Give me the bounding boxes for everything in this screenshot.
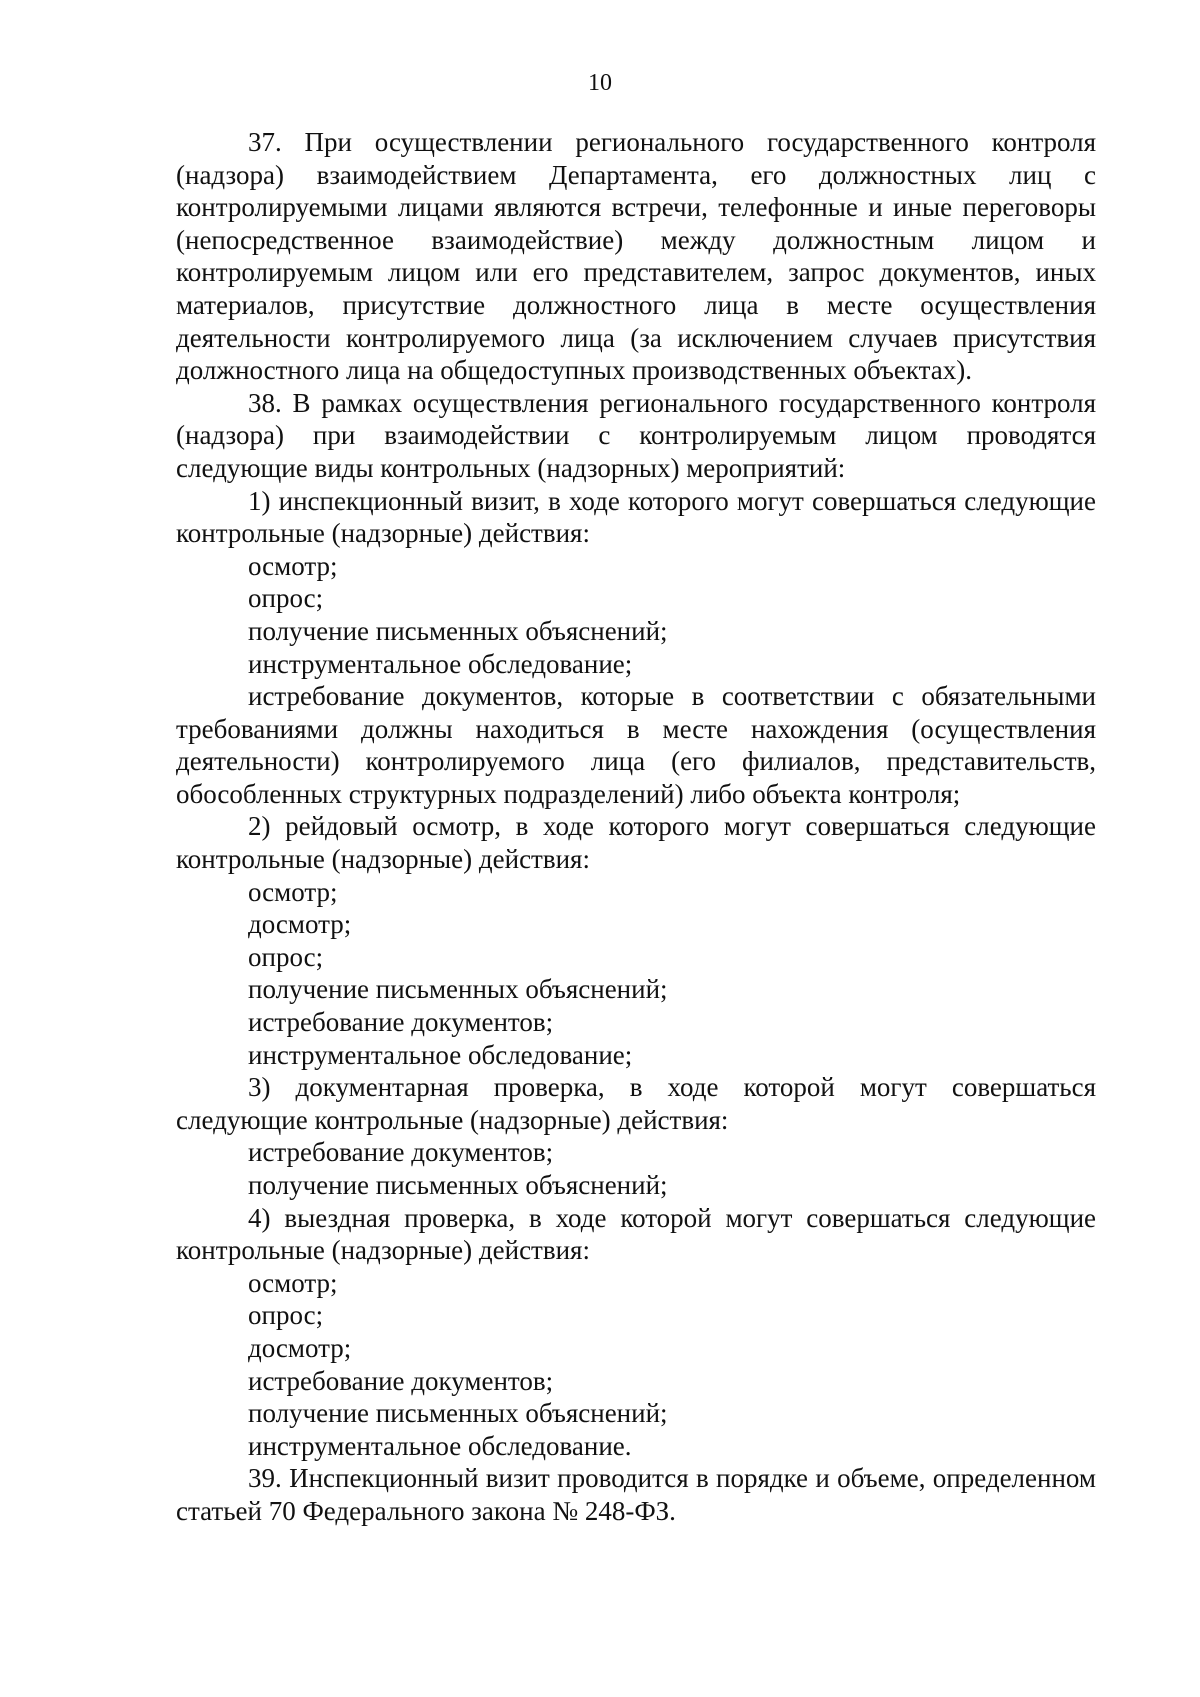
list-item: досмотр; bbox=[248, 909, 352, 940]
list-item: получение письменных объяснений; bbox=[248, 974, 668, 1005]
paragraph: 39. Инспекционный визит проводится в порядке и объеме, определенном статьей 70 Федерального закона № 248-ФЗ. bbox=[176, 1463, 1096, 1526]
list-item: досмотр; bbox=[248, 1332, 352, 1363]
paragraph: 3) документарная проверка, в ходе которой могут совершаться следующие контрольные (надзорные) действия: bbox=[176, 1072, 1096, 1135]
list-item: истребование документов; bbox=[248, 1007, 554, 1038]
list-item: опрос; bbox=[248, 941, 324, 972]
list-item: осмотр; bbox=[248, 1267, 338, 1298]
list-item: истребование документов; bbox=[248, 1365, 554, 1396]
document-body bbox=[176, 126, 1096, 1528]
list-item: осмотр; bbox=[248, 550, 338, 581]
paragraph: 37. При осуществлении регионального государственного контроля (надзора) взаимодействием Департамента, его должностных лиц с контролируемыми лицами являются встречи, телефонные и иные переговоры (непосредственное взаимодействие) между должностным лицом и контролируемым лицом или его представителем, запрос документов, иных материалов, присутствие должностного лица в месте осуществления деятельности контролируемого лица (за исключением случаев присутствия должностного лица на общедоступных производственных объектах). bbox=[176, 127, 1096, 386]
list-item: получение письменных объяснений; bbox=[248, 1398, 668, 1429]
paragraph: истребование документов, которые в соответствии с обязательными требованиями должны находиться в месте нахождения (осуществления деятельности) контролируемого лица (его филиалов, представительств, обособленных структурных подразделений) либо объекта контроля; bbox=[176, 681, 1096, 809]
paragraph: 38. В рамках осуществления регионального государственного контроля (надзора) при взаимодействии с контролируемым лицом проводятся следующие виды контрольных (надзорных) мероприятий: bbox=[176, 387, 1096, 483]
list-item: инструментальное обследование. bbox=[248, 1430, 632, 1461]
list-item: инструментальное обследование; bbox=[248, 648, 633, 679]
list-item: осмотр; bbox=[248, 876, 338, 907]
list-item: опрос; bbox=[248, 1300, 324, 1331]
list-item: истребование документов; bbox=[248, 1137, 554, 1168]
list-item: получение письменных объяснений; bbox=[248, 615, 668, 646]
list-item: инструментальное обследование; bbox=[248, 1039, 633, 1070]
paragraph: 4) выездная проверка, в ходе которой могут совершаться следующие контрольные (надзорные) действия: bbox=[176, 1202, 1096, 1266]
page-number: 10 bbox=[588, 70, 612, 96]
paragraph: 2) рейдовый осмотр, в ходе которого могут совершаться следующие контрольные (надзорные) действия: bbox=[176, 811, 1096, 875]
list-item: получение письменных объяснений; bbox=[248, 1170, 668, 1200]
list-item: опрос; bbox=[248, 583, 324, 614]
paragraph: 1) инспекционный визит, в ходе которого могут совершаться следующие контрольные (надзорные) действия: bbox=[176, 485, 1096, 549]
